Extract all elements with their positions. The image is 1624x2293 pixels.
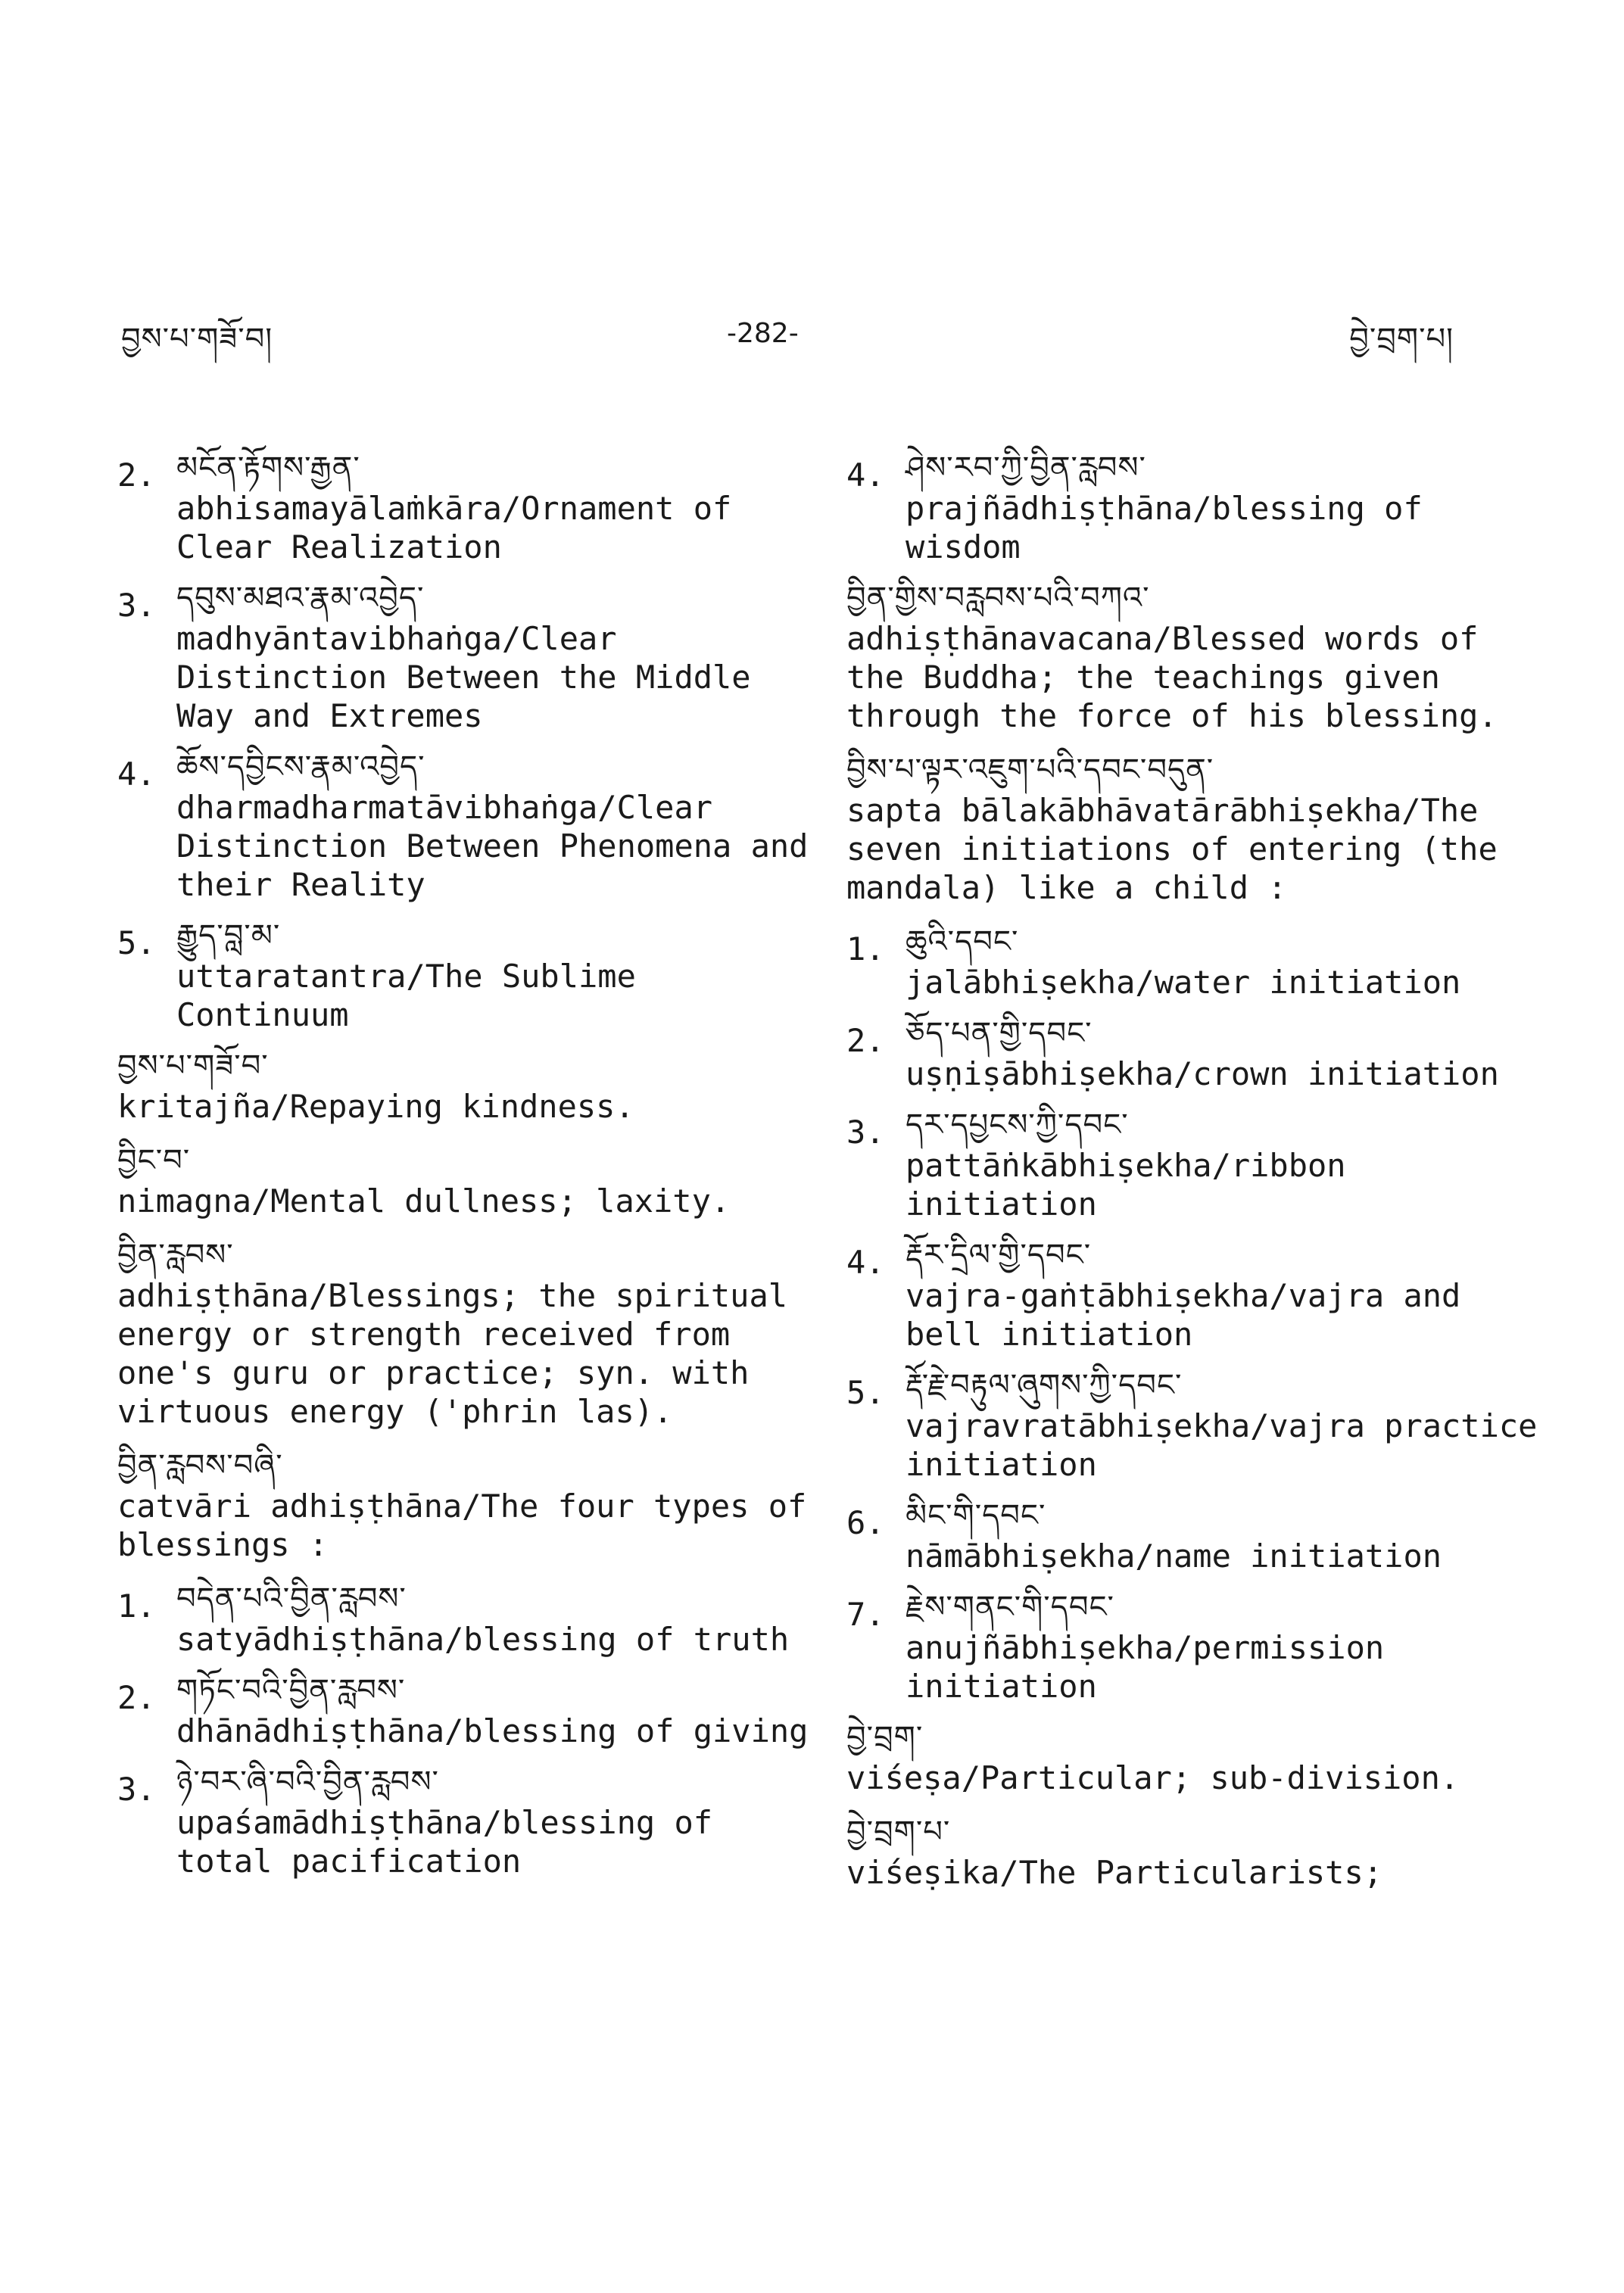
- tibetan-term: མིང་གི་དབང་: [906, 1498, 1046, 1533]
- definition: anujñābhiṣekha/permission initiation: [906, 1629, 1385, 1705]
- dictionary-entry: [846, 749, 1543, 907]
- item-number: 6.: [846, 1504, 885, 1541]
- definition: satyādhiṣṭhāna/blessing of truth: [176, 1621, 790, 1658]
- running-head-left: བྱས་པ་གཟོ་བ།: [121, 322, 273, 357]
- definition: upaśamādhiṣṭhāna/blessing of total pacification: [176, 1804, 713, 1880]
- list-item: [846, 1586, 1543, 1706]
- definition: kritajña/Repaying kindness.: [117, 1088, 634, 1125]
- definition: pattāṅkābhiṣekha/ribbon initiation: [906, 1147, 1346, 1223]
- right-column: [846, 447, 1543, 1905]
- definition: viśeṣika/The Particularists;: [846, 1854, 1383, 1891]
- definition: dhānādhiṣṭhāna/blessing of giving: [176, 1712, 809, 1749]
- tibetan-headword: བྱས་པ་གཟོ་བ་: [117, 1048, 269, 1083]
- list-item: [846, 1012, 1543, 1093]
- dictionary-entry: [846, 1716, 1543, 1797]
- tibetan-headword: བྱིང་བ་: [117, 1143, 191, 1178]
- list-item: [846, 1234, 1543, 1354]
- list-item: [117, 447, 814, 566]
- tibetan-headword: བྱིན་རླབས་: [117, 1238, 234, 1273]
- running-head-right: བྱེ་བྲག་པ།: [1349, 322, 1454, 357]
- item-number: 3.: [117, 1771, 156, 1808]
- tibetan-term: རྡོ་རྗེ་བརྟུལ་ཞུགས་ཀྱི་དབང་: [906, 1368, 1183, 1403]
- tibetan-headword: བྱིན་རླབས་བཞི་: [117, 1448, 283, 1483]
- list-item: [117, 746, 814, 904]
- item-number: 4.: [117, 756, 156, 793]
- left-column: [117, 447, 814, 1891]
- list-item: [117, 1761, 814, 1880]
- definition: adhiṣṭhāna/Blessings; the spiritual energy or strength received from one's guru or practice; syn. with virtuous energy ('phrin las).: [117, 1277, 788, 1430]
- tibetan-term: བདེན་པའི་བྱིན་རླབས་: [176, 1581, 407, 1616]
- definition: uṣṇiṣābhiṣekha/crown initiation: [906, 1055, 1499, 1092]
- page-header: [114, 318, 1454, 363]
- list-item: [117, 577, 814, 735]
- definition: nimagna/Mental dullness; laxity.: [117, 1182, 731, 1220]
- definition: jalābhiṣekha/water initiation: [906, 964, 1461, 1001]
- definition: abhisamayālaṁkāra/Ornament of Clear Realization: [176, 490, 732, 565]
- definition: vajra-gaṅṭābhiṣekha/vajra and bell initiation: [906, 1277, 1461, 1353]
- tibetan-headword: བྱིན་གྱིས་བརླབས་པའི་བཀའ་: [846, 581, 1150, 615]
- dictionary-entry: [846, 1811, 1543, 1892]
- tibetan-term: མངོན་རྟོགས་རྒྱན་: [176, 450, 360, 485]
- item-number: 1.: [117, 1587, 156, 1625]
- dictionary-entry: [117, 1234, 814, 1431]
- item-number: 3.: [846, 1114, 885, 1151]
- item-number: 5.: [117, 924, 156, 961]
- list-item: [846, 1494, 1543, 1575]
- page-number: -282-: [727, 318, 799, 349]
- list-item: [117, 1578, 814, 1659]
- definition: prajñādhiṣṭhāna/blessing of wisdom: [906, 490, 1423, 565]
- dictionary-entry: [117, 1045, 814, 1126]
- item-number: 4.: [846, 1244, 885, 1281]
- list-item: [846, 1104, 1543, 1223]
- list-item: [846, 447, 1543, 566]
- tibetan-headword: བྱེ་བྲག་པ་: [846, 1815, 951, 1849]
- definition: uttaratantra/The Sublime Continuum: [176, 958, 636, 1033]
- definition: vajravratābhiṣekha/vajra practice initiation: [906, 1407, 1538, 1483]
- tibetan-term: ཤེས་རབ་ཀྱི་བྱིན་རླབས་: [906, 450, 1146, 485]
- list-item: [846, 921, 1543, 1002]
- dictionary-entry: [846, 577, 1543, 735]
- tibetan-headword: བྱེ་བྲག་: [846, 1720, 924, 1755]
- item-number: 2.: [846, 1022, 885, 1059]
- tibetan-headword: བྱིས་པ་ལྟར་འཇུག་པའི་དབང་བདུན་: [846, 752, 1214, 787]
- item-number: 1.: [846, 930, 885, 967]
- dictionary-entry: [117, 1444, 814, 1564]
- tibetan-term: ཉེ་བར་ཞི་བའི་བྱིན་རླབས་: [176, 1765, 439, 1799]
- tibetan-term: ཆོས་དབྱིངས་རྣམ་འབྱེད་: [176, 749, 425, 784]
- tibetan-term: རྒྱུད་བླ་མ་: [176, 918, 281, 953]
- definition: madhyāntavibhaṅga/Clear Distinction Between the Middle Way and Extremes: [176, 620, 751, 734]
- item-number: 5.: [846, 1374, 885, 1411]
- list-item: [117, 1669, 814, 1750]
- definition: nāmābhiṣekha/name initiation: [906, 1537, 1442, 1575]
- item-number: 7.: [846, 1596, 885, 1633]
- dictionary-entry: [117, 1139, 814, 1220]
- item-number: 2.: [117, 1679, 156, 1716]
- tibetan-term: རྡོར་དྲིལ་གྱི་དབང་: [906, 1238, 1092, 1273]
- list-item: [117, 914, 814, 1034]
- tibetan-term: ཅོད་པན་གྱི་དབང་: [906, 1016, 1093, 1051]
- definition: dharmadharmatāvibhaṅga/Clear Distinction Between Phenomena and their Reality: [176, 789, 809, 903]
- definition: catvāri adhiṣṭhāna/The four types of blessings :: [117, 1488, 807, 1563]
- definition: viśeṣa/Particular; sub-division.: [846, 1759, 1460, 1796]
- tibetan-term: དབུས་མཐའ་རྣམ་འབྱེད་: [176, 581, 425, 615]
- list-item: [846, 1364, 1543, 1484]
- item-number: 2.: [117, 456, 156, 494]
- definition: adhiṣṭhānavacana/Blessed words of the Buddha; the teachings given through the force of his blessing.: [846, 620, 1498, 734]
- tibetan-term: གཏོང་བའི་བྱིན་རླབས་: [176, 1673, 406, 1708]
- item-number: 4.: [846, 456, 885, 494]
- tibetan-term: དར་དཔྱངས་ཀྱི་དབང་: [906, 1108, 1129, 1142]
- tibetan-term: ཆུའི་དབང་: [906, 924, 1019, 959]
- tibetan-term: རྗེས་གནང་གི་དབང་: [906, 1590, 1114, 1625]
- item-number: 3.: [117, 587, 156, 624]
- definition: sapta bālakābhāvatārābhiṣekha/The seven initiations of entering (the mandala) like a child :: [846, 792, 1498, 906]
